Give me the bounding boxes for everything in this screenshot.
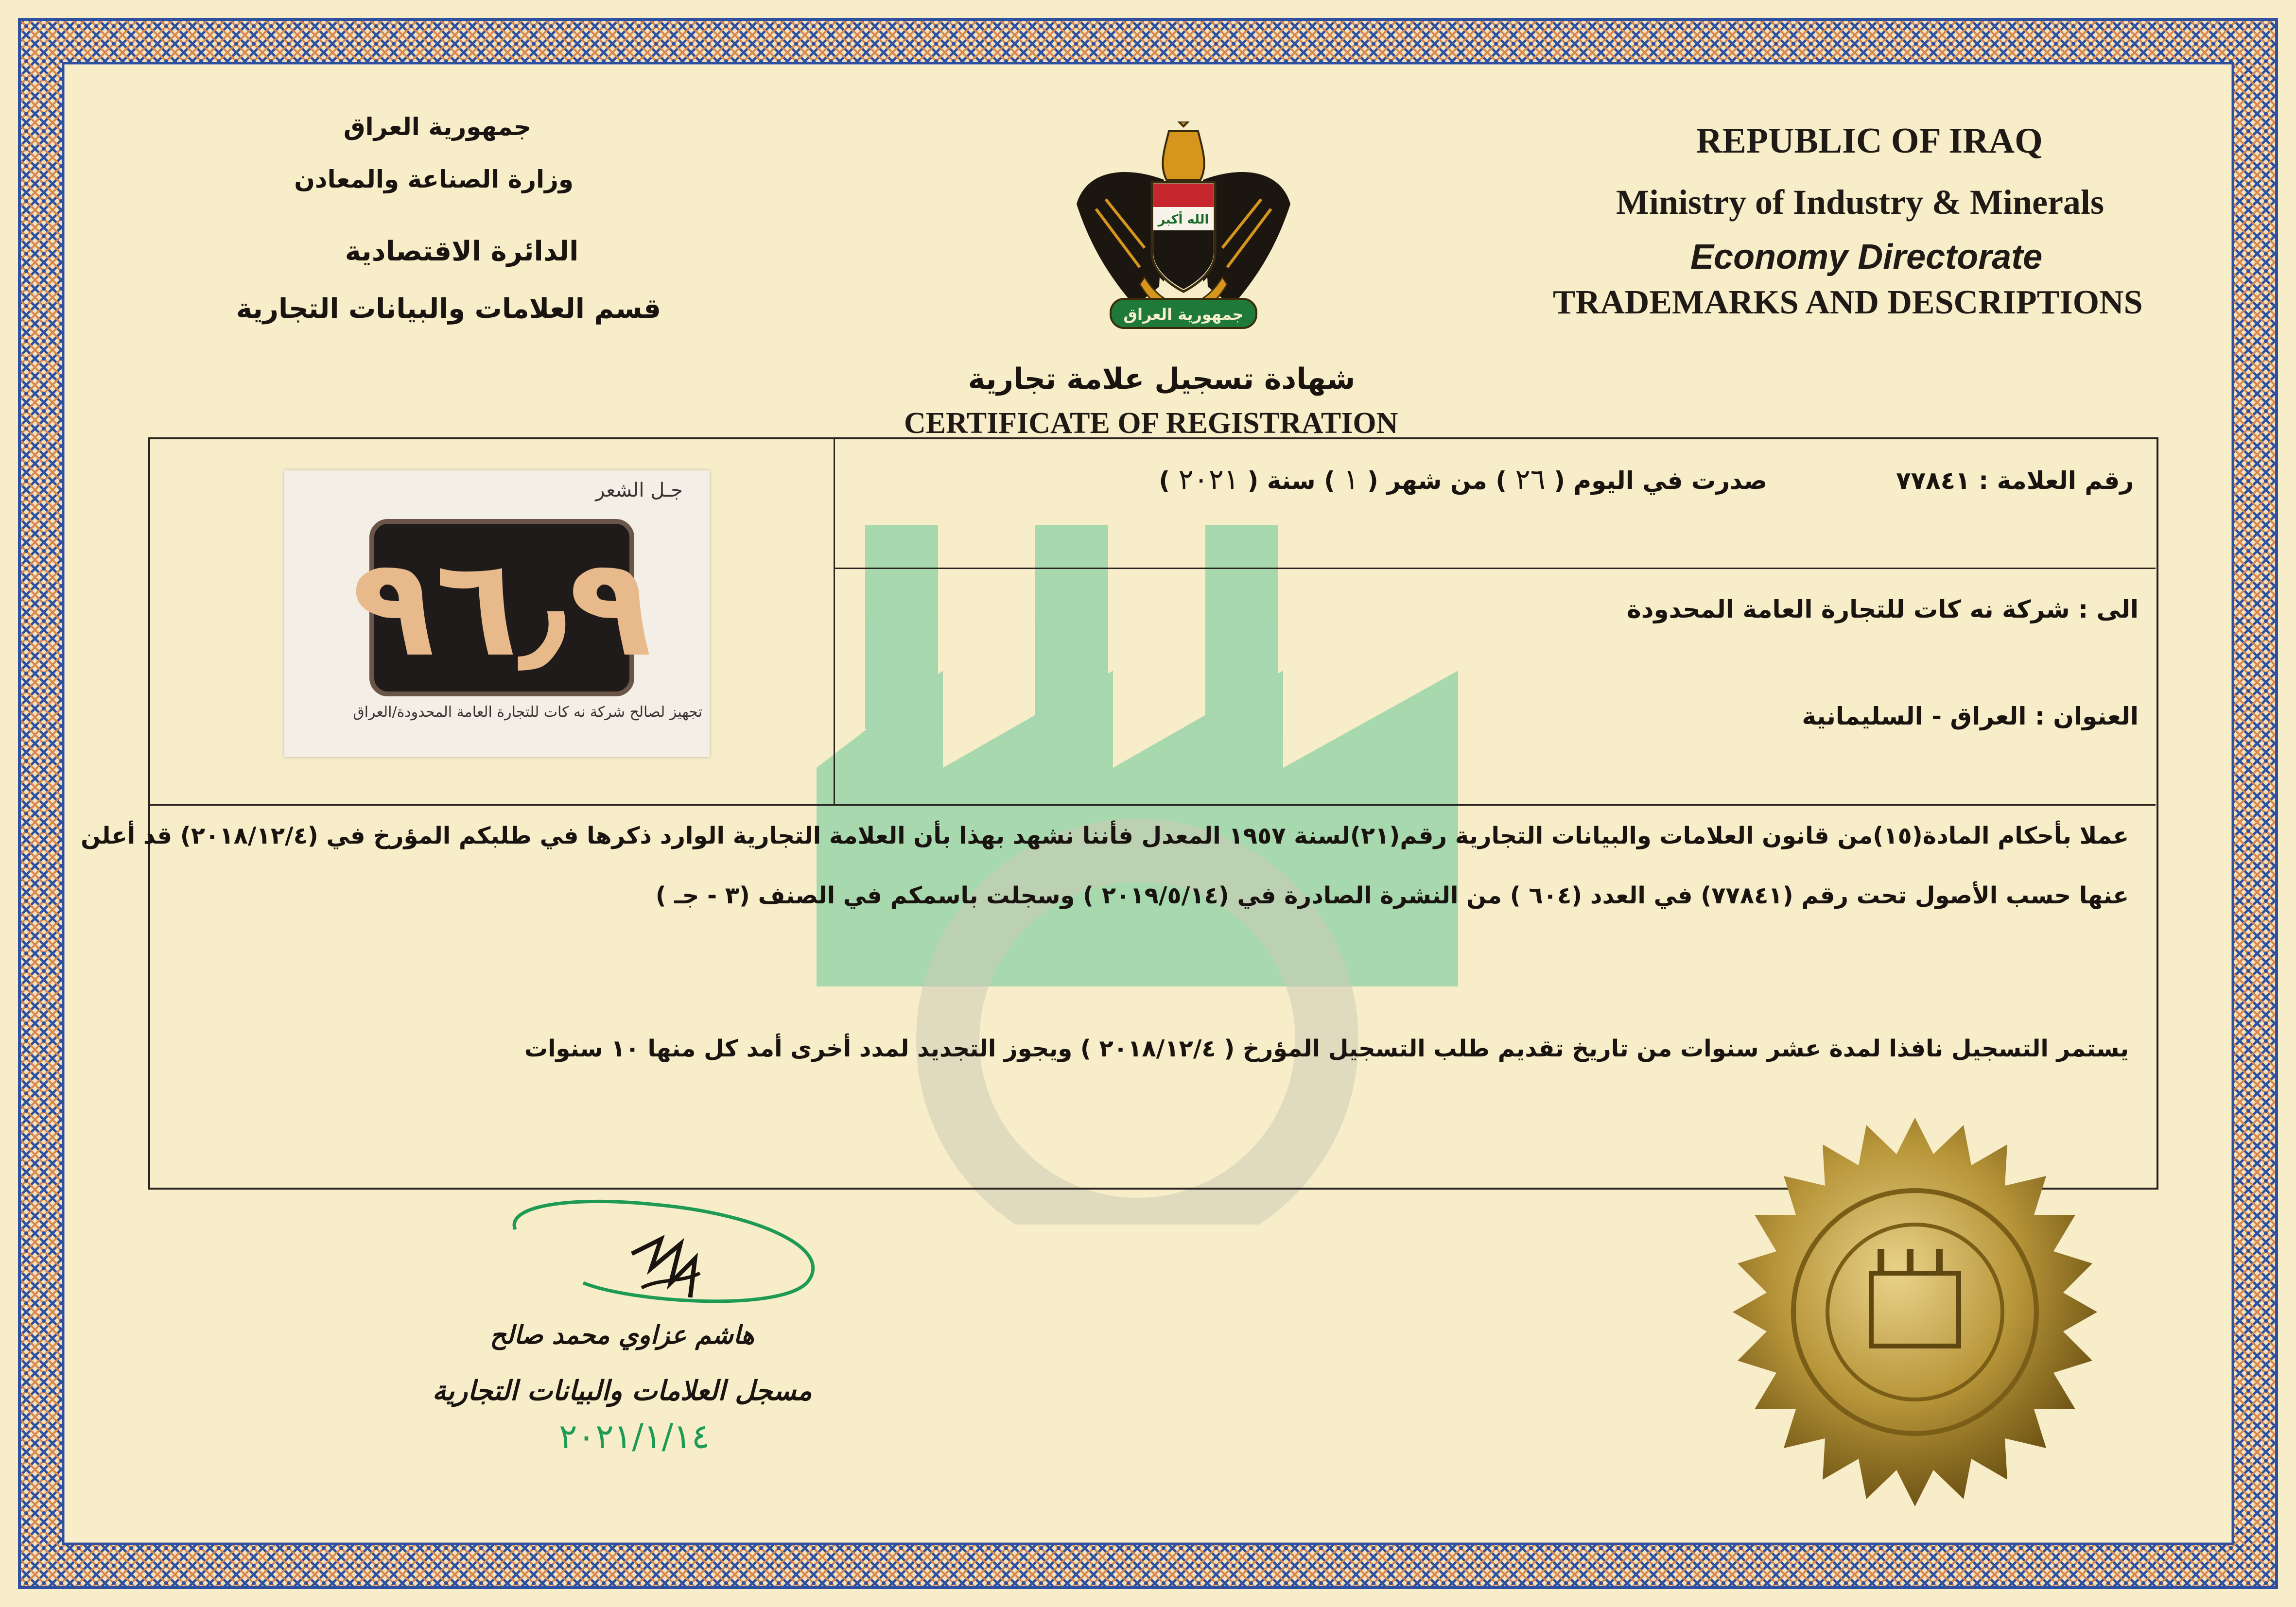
body-line-3: يستمر التسجيل نافذا لمدة عشر سنوات من تاريخ تقديم طلب التسجيل المؤرخ ( ٢٠١٨/١٢/٤ ) ويجوز التجديد لمدد أخرى أمد كل منها ١٠ سنوات [524, 1035, 2129, 1062]
registration-line [953, 463, 2134, 496]
header-directorate-en: Economy Directorate [1690, 238, 2043, 276]
box-divider-body [148, 804, 2156, 806]
registrar-signature-icon [486, 1186, 855, 1331]
issued-month-label: ) من شهر ( [1367, 467, 1507, 495]
emblem-ribbon-text: جمهورية العراق [1123, 305, 1244, 324]
box-divider-row [834, 568, 2156, 569]
signature-date: ٢٠٢١/١/١٤ [559, 1417, 710, 1456]
header-republic-ar: جمهورية العراق [343, 113, 532, 141]
trademark-bottom-text: تجهيز لصالح شركة نه كات للتجارة العامة المحدودة/العراق [353, 704, 702, 721]
mark-number: ٧٧٨٤١ [1896, 467, 1970, 495]
trademark-top-text: جـل الشعر [595, 479, 683, 501]
address-value: العراق - السليمانية [1802, 702, 2027, 730]
emblem-shield-text: الله أكبر [1158, 212, 1209, 227]
header-department-en: TRADEMARKS AND DESCRIPTIONS [1553, 284, 2143, 321]
registrar-title: مسجل العلامات والبيانات التجارية [432, 1375, 812, 1407]
trademark-number: ٩٦٫٩ [351, 528, 652, 687]
issued-day-label: صدرت في اليوم ( [1554, 467, 1768, 495]
address-line [1166, 702, 2139, 730]
iraq-eagle-emblem-icon [1067, 121, 1300, 350]
address-label: العنوان : [2035, 702, 2139, 730]
box-divider-vertical [834, 437, 835, 804]
gold-seal-icon [1701, 1108, 2129, 1516]
issued-year: ٢٠٢١ [1178, 463, 1239, 496]
issued-year-label: ) سنة ( [1247, 467, 1335, 495]
issued-day: ٢٦ [1515, 463, 1546, 496]
trademark-image [284, 470, 710, 757]
header-directorate-ar: الدائرة الاقتصادية [345, 236, 579, 267]
certificate-title-ar: شهادة تسجيل علامة تجارية [968, 362, 1356, 396]
recipient-to-label: الى : [2078, 595, 2139, 623]
header-republic-en: REPUBLIC OF IRAQ [1696, 121, 2043, 161]
header-ministry-en: Ministry of Industry & Minerals [1616, 183, 2104, 222]
issued-close-paren: ) [1159, 467, 1170, 495]
header-department-ar: قسم العلامات والبيانات التجارية [236, 293, 661, 325]
body-line-2: عنها حسب الأصول تحت رقم (٧٧٨٤١) في العدد (٦٠٤ ) من النشرة الصادرة في (٢٠١٩/٥/١٤ ) وسجلت باسمكم في الصنف (٣ - جـ ) [655, 882, 2129, 909]
header-ministry-ar: وزارة الصناعة والمعادن [294, 165, 574, 193]
issued-month: ١ [1343, 463, 1359, 496]
registrar-name: هاشم عزاوي محمد صالح [490, 1321, 754, 1350]
body-line-1: عملا بأحكام المادة(١٥)من قانون العلامات والبيانات التجارية رقم(٢١)لسنة ١٩٥٧ المعدل فأننا نشهد بهذا بأن العلامة التجارية الوارد ذكرها في طلبكم المؤرخ في (٢٠١٨/١٢/٤) قد أعلن [81, 822, 2129, 849]
trademark-number-panel [351, 519, 652, 696]
mark-number-label: رقم العلامة : [1979, 467, 2134, 495]
recipient-company: شركة نه كات للتجارة العامة المحدودة [1627, 595, 2070, 623]
certificate-title-en: CERTIFICATE OF REGISTRATION [904, 407, 1398, 440]
recipient-line [1166, 595, 2139, 623]
